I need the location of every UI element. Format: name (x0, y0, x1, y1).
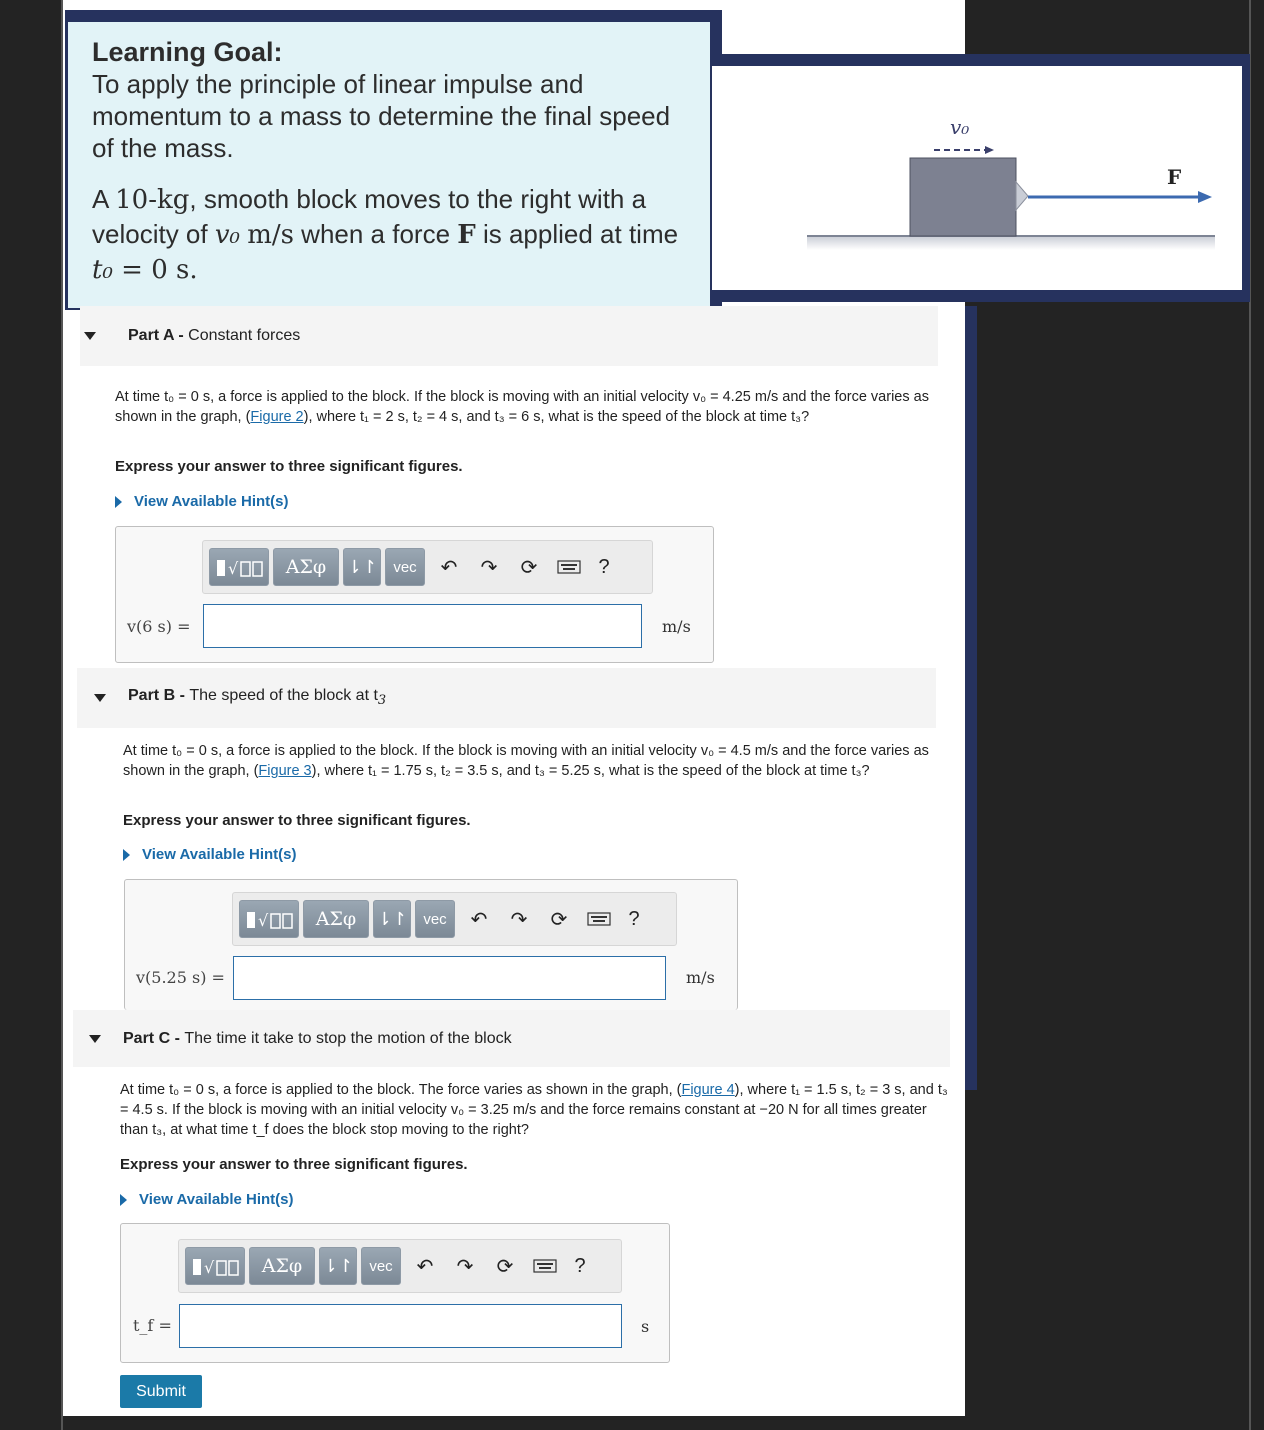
part-c-instructions: Express your answer to three significant figures. (120, 1156, 468, 1173)
expand-triangle-icon (115, 496, 122, 508)
part-a-label: Part A (128, 327, 174, 344)
initial-time-symbol: t₀ (92, 255, 113, 285)
part-b-label: Part B (128, 687, 176, 705)
help-button[interactable]: ? (628, 907, 640, 930)
help-button[interactable]: ? (598, 555, 610, 578)
block-diagram (712, 66, 1242, 290)
force-label: F (1167, 165, 1182, 189)
undo-icon[interactable]: ↶ (416, 1255, 434, 1278)
force-arrowhead (1198, 191, 1212, 203)
part-b-instructions: Express your answer to three significant figures. (123, 812, 471, 829)
undo-icon[interactable]: ↶ (470, 908, 488, 931)
svg-text:√: √ (258, 911, 269, 930)
reset-icon[interactable]: ⟳ (520, 556, 538, 579)
part-a-instructions: Express your answer to three significant figures. (115, 458, 463, 475)
collapse-triangle-icon[interactable] (89, 1035, 101, 1043)
part-c-title: The time it take to stop the motion of the block (184, 1029, 512, 1047)
part-a-question: At time t₀ = 0 s, a force is applied to the block. If the block is moving with an initial velocity v₀ = 4.25 m/s and the force varies as shown in the graph, (Figure 2), where t₁ = 2 s, t₂ = 4 s, and t₃ = 6 s, what is the speed of the block at time t₃? (115, 389, 929, 425)
templates-icon (214, 554, 264, 580)
templates-button[interactable] (209, 548, 269, 586)
part-c-variable-label: t_f = (133, 1316, 172, 1335)
templates-button[interactable] (239, 900, 299, 938)
expand-triangle-icon (120, 1194, 127, 1206)
keyboard-icon[interactable] (525, 1247, 565, 1285)
collapse-triangle-icon[interactable] (84, 332, 96, 340)
greek-symbols-button[interactable]: ΑΣφ (249, 1247, 315, 1285)
part-b-variable-label: v(5.25 s) = (136, 968, 225, 987)
templates-button[interactable] (185, 1247, 245, 1285)
block (910, 158, 1016, 236)
figure-3-link[interactable]: Figure 3 (258, 763, 312, 779)
arrows-button[interactable]: ⇂↾ (319, 1247, 357, 1285)
left-border (61, 0, 63, 1430)
redo-icon[interactable]: ↷ (510, 908, 528, 931)
submit-button[interactable]: Submit (120, 1375, 202, 1408)
part-c-unit: s (641, 1317, 650, 1336)
part-c-question: At time t₀ = 0 s, a force is applied to the block. The force varies as shown in the graph, (Figure 4), where t₁ = 1.5 s, t₂ = 3 s, and t₃ = 4.5 s. If the block is moving with an initial velocity v₀ = 3.25 m/s and the force remains constant at −20 N for all times greater than t₃, at what time t_f does the block stop moving to the right? (120, 1082, 948, 1138)
figure-4-link[interactable]: Figure 4 (681, 1082, 735, 1098)
part-b-unit: m/s (686, 968, 715, 987)
part-b-hint-toggle[interactable]: View Available Hint(s) (123, 846, 297, 863)
svg-text:√: √ (204, 1258, 215, 1277)
part-c-answer-input[interactable] (179, 1304, 622, 1348)
velocity-arrowhead (985, 146, 994, 154)
redo-icon[interactable]: ↷ (480, 556, 498, 579)
learning-goal-heading: Learning Goal: (92, 37, 283, 67)
reset-icon[interactable]: ⟳ (550, 908, 568, 931)
part-b-title: The speed of the block at t (189, 687, 378, 705)
panel-edge (965, 306, 977, 1090)
part-c-hint-toggle[interactable]: View Available Hint(s) (120, 1191, 294, 1208)
expand-triangle-icon (123, 849, 130, 861)
part-c-label: Part C (123, 1029, 171, 1047)
block-mass: 10-kg (115, 185, 190, 215)
redo-icon[interactable]: ↷ (456, 1255, 474, 1278)
reset-icon[interactable]: ⟳ (496, 1255, 514, 1278)
part-c-toolbar (178, 1239, 622, 1293)
part-c-header[interactable]: Part C - The time it take to stop the motion of the block (73, 1010, 950, 1067)
figure-2-link[interactable]: Figure 2 (250, 409, 304, 425)
greek-symbols-button[interactable]: ΑΣφ (303, 900, 369, 938)
vector-button[interactable]: vec (385, 548, 425, 586)
velocity-unit: m/s (247, 220, 294, 250)
keyboard-icon[interactable] (549, 548, 589, 586)
part-b-header[interactable]: Part B - The speed of the block at $t_3$ (77, 668, 936, 728)
part-b-answer-input[interactable] (233, 956, 666, 1000)
part-a-variable-label: v(6 s) = (127, 617, 191, 636)
part-b-toolbar (232, 892, 677, 946)
part-a-hint-toggle[interactable]: View Available Hint(s) (115, 493, 289, 510)
block-figure (712, 66, 1242, 290)
hook (1016, 182, 1028, 210)
part-a-toolbar (202, 540, 653, 594)
velocity-label: v₀ (950, 115, 970, 139)
greek-symbols-button[interactable]: ΑΣφ (273, 548, 339, 586)
templates-icon (244, 906, 294, 932)
learning-goal-panel (68, 22, 710, 308)
svg-text:√: √ (228, 559, 239, 578)
arrows-button[interactable]: ⇂↾ (373, 900, 411, 938)
templates-icon (190, 1253, 240, 1279)
part-b-question: At time t₀ = 0 s, a force is applied to the block. If the block is moving with an initial velocity v₀ = 4.5 m/s and the force varies as shown in the graph, (Figure 3), where t₁ = 1.75 s, t₂ = 3.5 s, and t₃ = 5.25 s, what is the speed of the block at time t₃? (123, 743, 929, 779)
learning-goal-text: To apply the principle of linear impulse and momentum to a mass to determine the final speed of the mass. (92, 69, 671, 163)
part-a-header[interactable]: Part A - Constant forces (80, 306, 938, 366)
problem-statement: A 10-kg, smooth block moves to the right with a velocity of v₀ m/s when a force F is applied at time t₀ = 0 s. (92, 184, 679, 285)
initial-velocity-symbol: v₀ (214, 220, 240, 250)
part-a-title: Constant forces (188, 327, 301, 344)
force-symbol: F (457, 220, 476, 250)
ground-surface (807, 236, 1215, 250)
help-button[interactable]: ? (574, 1254, 586, 1277)
vector-button[interactable]: vec (361, 1247, 401, 1285)
part-a-unit: m/s (662, 617, 691, 636)
vector-button[interactable]: vec (415, 900, 455, 938)
undo-icon[interactable]: ↶ (440, 556, 458, 579)
keyboard-icon[interactable] (579, 900, 619, 938)
collapse-triangle-icon[interactable] (94, 694, 106, 702)
arrows-button[interactable]: ⇂↾ (343, 548, 381, 586)
part-a-answer-input[interactable] (203, 604, 642, 648)
